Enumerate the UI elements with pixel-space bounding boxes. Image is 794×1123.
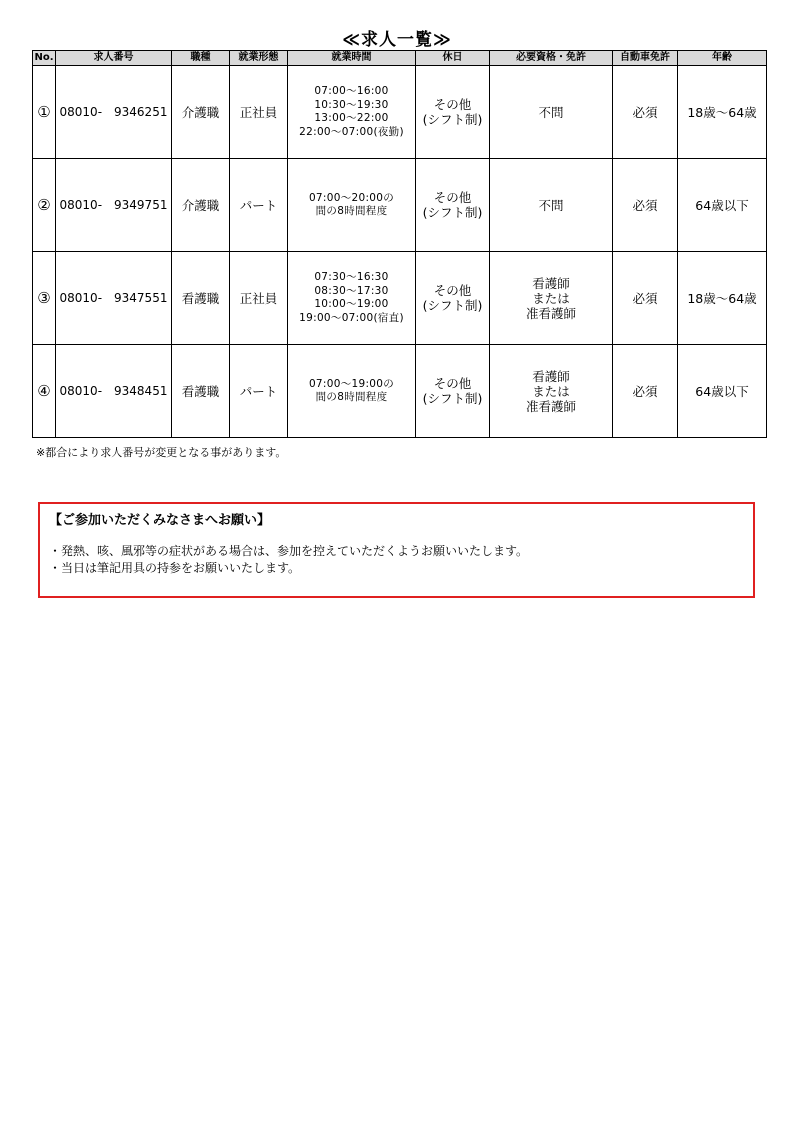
holidays-line: その他 — [433, 97, 472, 112]
notice-title: 【ご参加いただくみなさまへお願い】 — [49, 513, 271, 528]
work-hours-line: 22:00～07:00(夜勤) — [299, 125, 404, 138]
age: 64歳以下 — [678, 345, 767, 438]
work-hours-line: 10:30～19:30 — [314, 98, 389, 111]
holidays — [416, 345, 490, 438]
work-hours — [288, 159, 416, 252]
work-hours-line: 13:00～22:00 — [314, 112, 389, 124]
work-hours-line: 間の8時間程度 — [315, 205, 388, 217]
job-number: 08010- 9346251 — [56, 66, 172, 159]
work-hours-line: 07:00～16:00 — [314, 85, 389, 97]
qualifications — [490, 66, 613, 159]
participant-notice-box — [38, 502, 755, 598]
driver-license: 必須 — [613, 345, 678, 438]
work-hours-line: 07:00～20:00の — [308, 191, 395, 204]
header-job-number: 求人番号 — [56, 51, 172, 66]
employment-type: 正社員 — [230, 66, 288, 159]
qualifications-line: 准看護師 — [525, 398, 576, 414]
header-occupation: 職種 — [172, 51, 230, 66]
work-hours-line: 07:00～19:00の — [308, 377, 395, 390]
table-header-row — [33, 51, 767, 66]
header-driver-license: 自動車免許 — [613, 51, 678, 66]
driver-license: 必須 — [613, 159, 678, 252]
occupation: 看護職 — [172, 252, 230, 345]
work-hours — [288, 345, 416, 438]
occupation: 看護職 — [172, 345, 230, 438]
table-row — [33, 66, 767, 159]
qualifications-line: 不問 — [538, 197, 564, 213]
page-title: ≪求人一覧≫ — [342, 30, 452, 50]
table-row — [33, 252, 767, 345]
age: 18歳～64歳 — [678, 252, 767, 345]
employment-type: 正社員 — [230, 252, 288, 345]
row-number: ④ — [33, 345, 56, 438]
header-work-hours: 就業時間 — [288, 51, 416, 66]
notice-item: ・当日は筆記用具の持参をお願いいたします。 — [49, 561, 301, 575]
row-number: ② — [33, 159, 56, 252]
header-age: 年齢 — [678, 51, 767, 66]
table-row — [33, 345, 767, 438]
employment-type: パート — [230, 159, 288, 252]
qualifications-line: または — [532, 290, 570, 306]
job-listing-table — [32, 50, 767, 438]
holidays-line: (シフト制) — [422, 112, 483, 127]
holidays-line: その他 — [433, 376, 472, 391]
work-hours-line: 10:00～19:00 — [314, 298, 389, 310]
table-row — [33, 159, 767, 252]
holidays-line: (シフト制) — [422, 391, 483, 406]
occupation: 介護職 — [172, 66, 230, 159]
header-holidays: 休日 — [416, 51, 490, 66]
qualifications-line: または — [532, 383, 570, 399]
employment-type: パート — [230, 345, 288, 438]
holidays-line: その他 — [433, 283, 472, 298]
qualifications-line: 看護師 — [532, 368, 570, 384]
work-hours-line: 19:00～07:00(宿直) — [299, 311, 404, 324]
header-no: No. — [33, 51, 56, 66]
work-hours — [288, 66, 416, 159]
work-hours-line: 間の8時間程度 — [315, 391, 388, 403]
work-hours — [288, 252, 416, 345]
driver-license: 必須 — [613, 252, 678, 345]
header-employment-type: 就業形態 — [230, 51, 288, 66]
driver-license: 必須 — [613, 66, 678, 159]
work-hours-line: 07:30～16:30 — [314, 271, 389, 283]
work-hours-line: 08:30～17:30 — [314, 284, 389, 297]
job-number: 08010- 9347551 — [56, 252, 172, 345]
row-number: ③ — [33, 252, 56, 345]
holidays — [416, 159, 490, 252]
qualifications — [490, 159, 613, 252]
qualifications-line: 不問 — [538, 104, 564, 120]
occupation: 介護職 — [172, 159, 230, 252]
holidays — [416, 66, 490, 159]
header-qualifications: 必要資格・免許 — [490, 51, 613, 66]
holidays-line: その他 — [433, 190, 472, 205]
job-number-change-note: ※都合により求人番号が変更となる事があります。 — [36, 446, 287, 459]
age: 18歳～64歳 — [678, 66, 767, 159]
job-number: 08010- 9349751 — [56, 159, 172, 252]
holidays-line: (シフト制) — [422, 205, 483, 220]
qualifications-line: 准看護師 — [525, 305, 576, 321]
qualifications-line: 看護師 — [532, 275, 570, 291]
row-number: ① — [33, 66, 56, 159]
age: 64歳以下 — [678, 159, 767, 252]
qualifications — [490, 252, 613, 345]
job-number: 08010- 9348451 — [56, 345, 172, 438]
notice-item: ・発熱、咳、風邪等の症状がある場合は、参加を控えていただくようお願いいたします。 — [49, 544, 529, 558]
holidays — [416, 252, 490, 345]
holidays-line: (シフト制) — [422, 298, 483, 313]
qualifications — [490, 345, 613, 438]
